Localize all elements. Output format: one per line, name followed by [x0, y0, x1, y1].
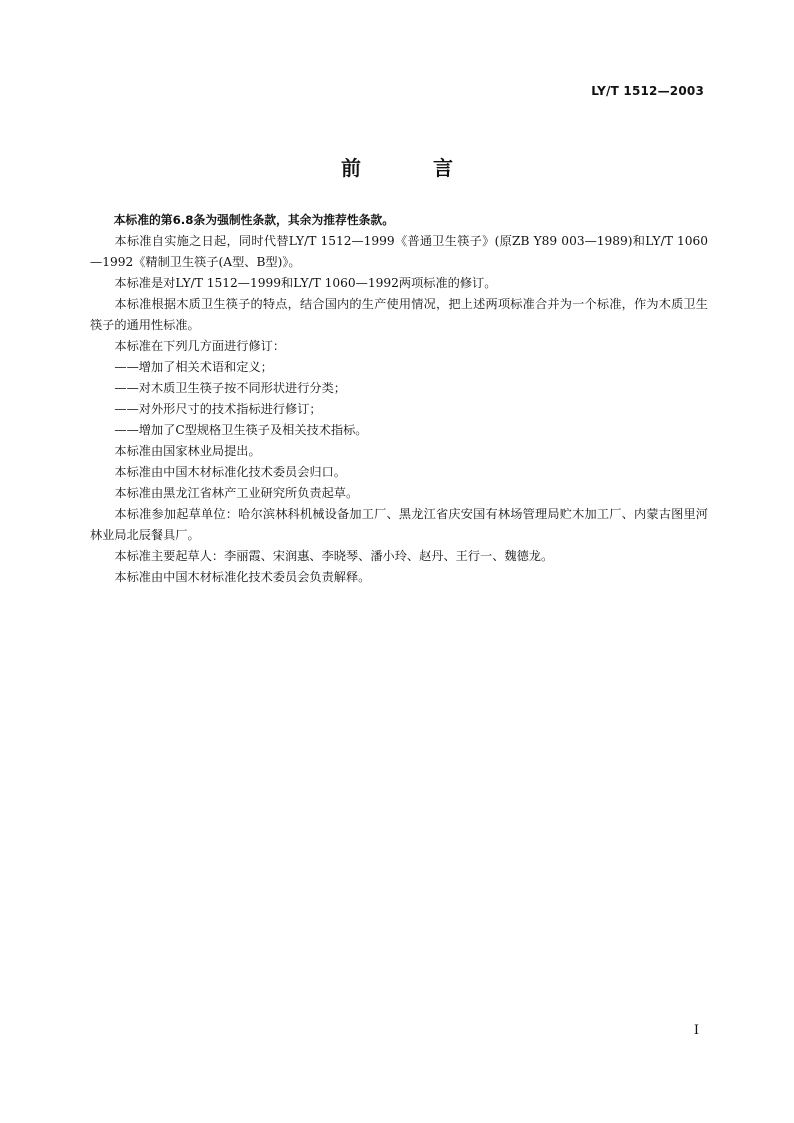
foreword-body [90, 210, 708, 588]
standard-code-header: LY/T 1512—2003 [591, 84, 704, 98]
revision-item-dimensions: ——对外形尺寸的技术指标进行修订； [114, 402, 322, 416]
paragraph-revision-intro: 本标准在下列几方面进行修订： [114, 339, 286, 353]
page-title: 前 言 [341, 156, 479, 180]
revision-item-c-type: ——增加了C型规格卫生筷子及相关技术指标。 [114, 423, 368, 437]
paragraph-participating-units: 本标准参加起草单位：哈尔滨林科机械设备加工厂、黑龙江省庆安国有林场管理局贮木加工厂、内蒙古图里河林业局北辰餐具厂。 [90, 507, 708, 542]
paragraph-main-drafters: 本标准主要起草人：李丽霞、宋润惠、李晓琴、潘小玲、赵丹、王行一、魏德龙。 [114, 549, 554, 563]
page-number: I [693, 1023, 699, 1038]
paragraph-centralized-by: 本标准由中国木材标准化技术委员会归口。 [114, 465, 346, 479]
revision-item-terms: ——增加了相关术语和定义； [114, 360, 273, 374]
mandatory-clause-statement: 本标准的第6.8条为强制性条款，其余为推荐性条款。 [113, 213, 395, 227]
paragraph-drafted-by: 本标准由黑龙江省林产工业研究所负责起草。 [114, 486, 359, 500]
paragraph-proposer: 本标准由国家林业局提出。 [114, 444, 261, 458]
paragraph-merge: 本标准根据木质卫生筷子的特点，结合国内的生产使用情况，把上述两项标准合并为一个标准，作为木质卫生筷子的通用性标准。 [90, 297, 708, 332]
revision-item-classification: ——对木质卫生筷子按不同形状进行分类； [114, 381, 346, 395]
paragraph-interpretation: 本标准由中国木材标准化技术委员会负责解释。 [114, 570, 371, 584]
paragraph-replacement: 本标准自实施之日起，同时代替LY/T 1512—1999《普通卫生筷子》(原ZB Y89 003—1989)和LY/T 1060—1992《精制卫生筷子(A型、B型)》。 [90, 234, 708, 269]
paragraph-revision: 本标准是对LY/T 1512—1999和LY/T 1060—1992两项标准的修订。 [114, 276, 497, 290]
